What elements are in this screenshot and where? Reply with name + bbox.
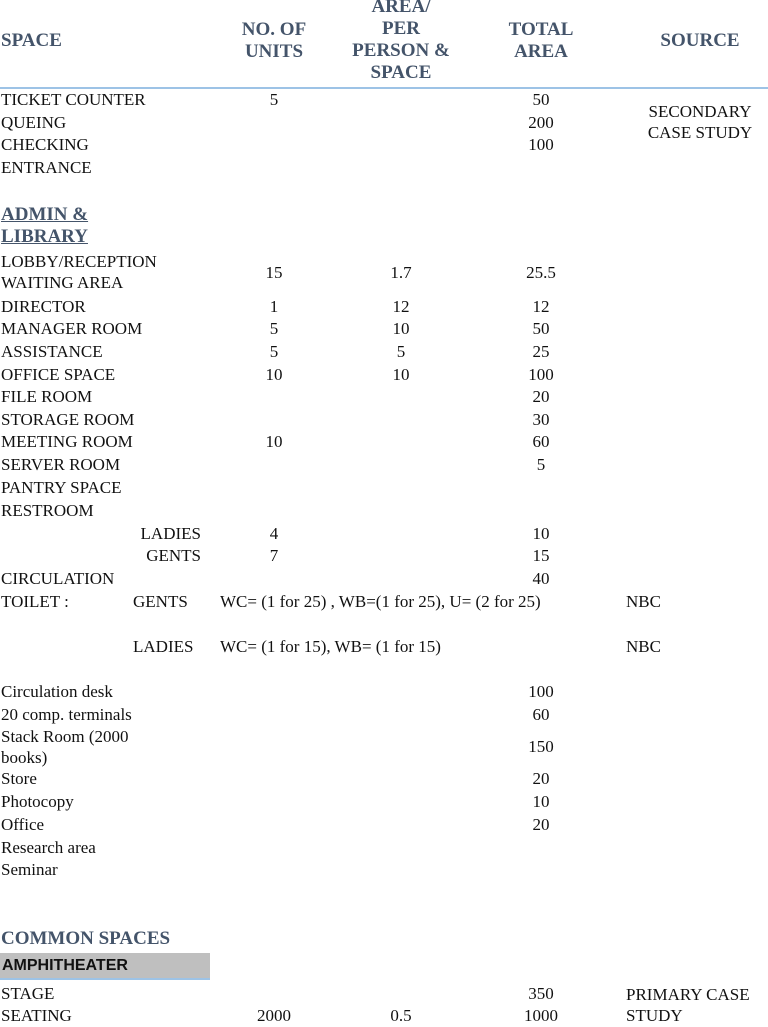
header-total-area: TOTAL AREA — [508, 19, 574, 62]
table-row: RESTROOM — [1, 501, 94, 520]
table-row: GENTS 7 15 — [146, 546, 550, 565]
table-row: SERVER ROOM 5 — [1, 455, 546, 474]
table-row: MANAGER ROOM 5 10 50 — [1, 319, 550, 338]
table-row: Stack Room (2000 books) 150 — [1, 727, 554, 767]
table-row: Circulation desk 100 — [1, 682, 554, 701]
header-units: NO. OF UNITS — [241, 19, 307, 62]
table-row: SEATING 2000 0.5 1000 — [1, 1006, 558, 1025]
table-row: Seminar — [1, 860, 58, 879]
table-row: 20 comp. terminals 60 — [1, 705, 550, 724]
table-row: ASSISTANCE 5 5 25 — [1, 342, 550, 361]
table-row: Office 20 — [1, 815, 550, 834]
table-row: LADIES 4 10 — [140, 524, 550, 543]
table-row: OFFICE SPACE 10 10 100 — [1, 365, 554, 384]
table-row: CHECKING 100 — [1, 135, 554, 154]
table-row: CIRCULATION 40 — [1, 569, 550, 588]
table-row: FILE ROOM 20 — [1, 387, 550, 406]
table-row: LADIES WC= (1 for 15), WB= (1 for 15) NBC — [133, 637, 661, 656]
table-row: DIRECTOR 1 12 12 — [1, 297, 550, 316]
table-row: Store 20 — [1, 769, 550, 788]
header-space: SPACE — [1, 30, 62, 51]
table-row: STORAGE ROOM 30 — [1, 410, 550, 429]
section-title-common-spaces: COMMON SPACES — [1, 928, 171, 949]
table-row: Photocopy 10 — [1, 792, 550, 811]
table-row: MEETING ROOM 10 60 — [1, 432, 550, 451]
table-row: Research area — [1, 838, 96, 857]
table-row: QUEING 200 — [1, 113, 554, 132]
table-row: LOBBY/RECEPTION WAITING AREA 15 1.7 25.5 — [1, 252, 556, 292]
source-secondary-case-study: SECONDARY CASE STUDY — [647, 102, 753, 142]
header-source: SOURCE — [660, 30, 740, 51]
section-title-admin-library: ADMIN & LIBRARY — [1, 204, 89, 247]
source-primary-case-study: PRIMARY CASE STUDY — [626, 985, 750, 1025]
table-row: PANTRY SPACE — [1, 478, 122, 497]
amphitheater-band: AMPHITHEATER — [0, 953, 210, 980]
table-row: TOILET : GENTS WC= (1 for 25) , WB=(1 for 25), U= (2 for 25) NBC — [1, 592, 661, 611]
header-area-per-person: AREA/ PER PERSON & SPACE — [352, 0, 450, 83]
table-row: ENTRANCE — [1, 158, 92, 177]
table-row: TICKET COUNTER 5 50 — [1, 90, 550, 109]
table-row: STAGE 350 — [1, 984, 554, 1003]
